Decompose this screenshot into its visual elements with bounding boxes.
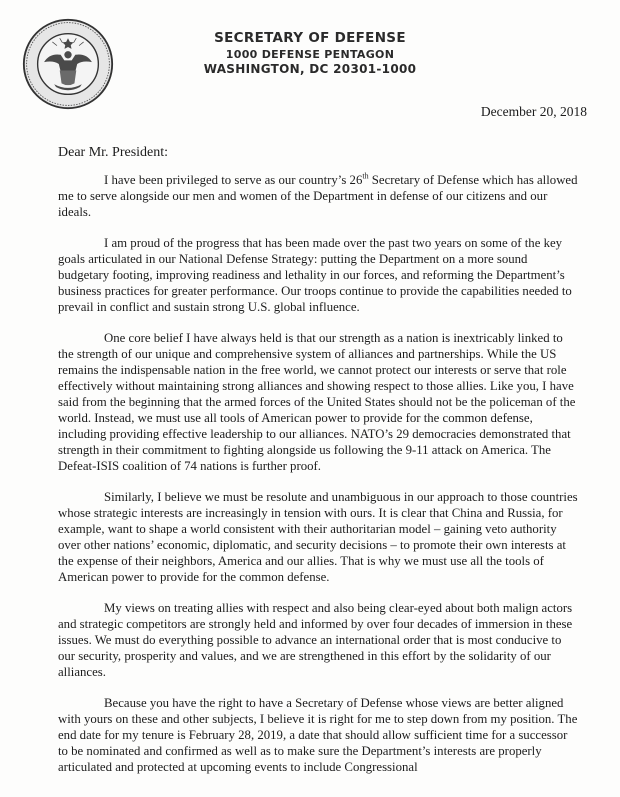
paragraph: I am proud of the progress that has been made over the past two years on some of the key goals articulated in our National Defense Strategy: putting the Department on a more sound budgetary footing, improving readiness and lethality in our forces, and reforming the Department’s business practices for greater performance. Our troops continue to provide the capabilities needed to prevail in conflict and sustain strong U.S. global influence. [58, 236, 572, 314]
department-of-defense-seal-icon [22, 18, 114, 110]
letterhead-address: 1000 DEFENSE PENTAGON [225, 48, 395, 61]
paragraph: My views on treating allies with respect and also being clear-eyed about both malign actors and strategic competitors are strongly held and informed by over four decades of immersion in these issues. We must do everything possible to advance an international order that is most conducive to our security, prosperity and values, and we are strengthened in this effort by the solidarity of our alliances. [58, 601, 573, 679]
paragraph: One core belief I have always held is that our strength as a nation is inextricably linked to the strength of our unique and comprehensive system of alliances and partnerships. While the US remains the indispensable nation in the free world, we cannot protect our interests or serve that role effectively without maintaining strong alliances and showing respect to those allies. Like you, I have said from the beginning that the armed forces of the United States should not be the policeman of the world. Instead, we must use all tools of American power to provide for the common defense, including providing effective leadership to our alliances. NATO’s 29 democracies demonstrated that strength in their commitment to fighting alongside us following the 9-11 attack on America. The Defeat-ISIS coalition of 74 nations is further proof. [58, 331, 576, 473]
letterhead-title: SECRETARY OF DEFENSE [214, 30, 406, 46]
letter-body [58, 172, 578, 790]
letterhead-city: WASHINGTON, DC 20301-1000 [203, 62, 417, 76]
letterhead [120, 30, 500, 77]
salutation: Dear Mr. President: [58, 145, 169, 160]
paragraph: Because you have the right to have a Secretary of Defense whose views are better aligned with yours on these and other subjects, I believe it is right for me to step down from my position. The end date for my tenure is February 28, 2019, a date that should allow sufficient time for a successor to be nominated and confirmed as well as to make sure the Department’s interests are properly articulated and protected at upcoming events to include Congressional [58, 696, 578, 774]
letter-date: December 20, 2018 [480, 104, 587, 119]
paragraph: I have been privileged to serve as our country’s 26th Secretary of Defense which has allowed me to serve alongside our men and women of the Department in defense of our citizens and our ideals. [58, 171, 578, 219]
paragraph: Similarly, I believe we must be resolute and unambiguous in our approach to those countries whose strategic interests are increasingly in tension with ours. It is clear that China and Russia, for example, want to shape a world consistent with their authoritarian model – gaining veto authority over other nations’ economic, diplomatic, and security decisions – to promote their own interests at the expense of their neighbors, America and our allies. That is why we must use all the tools of American power to provide for the common defense. [58, 490, 578, 584]
